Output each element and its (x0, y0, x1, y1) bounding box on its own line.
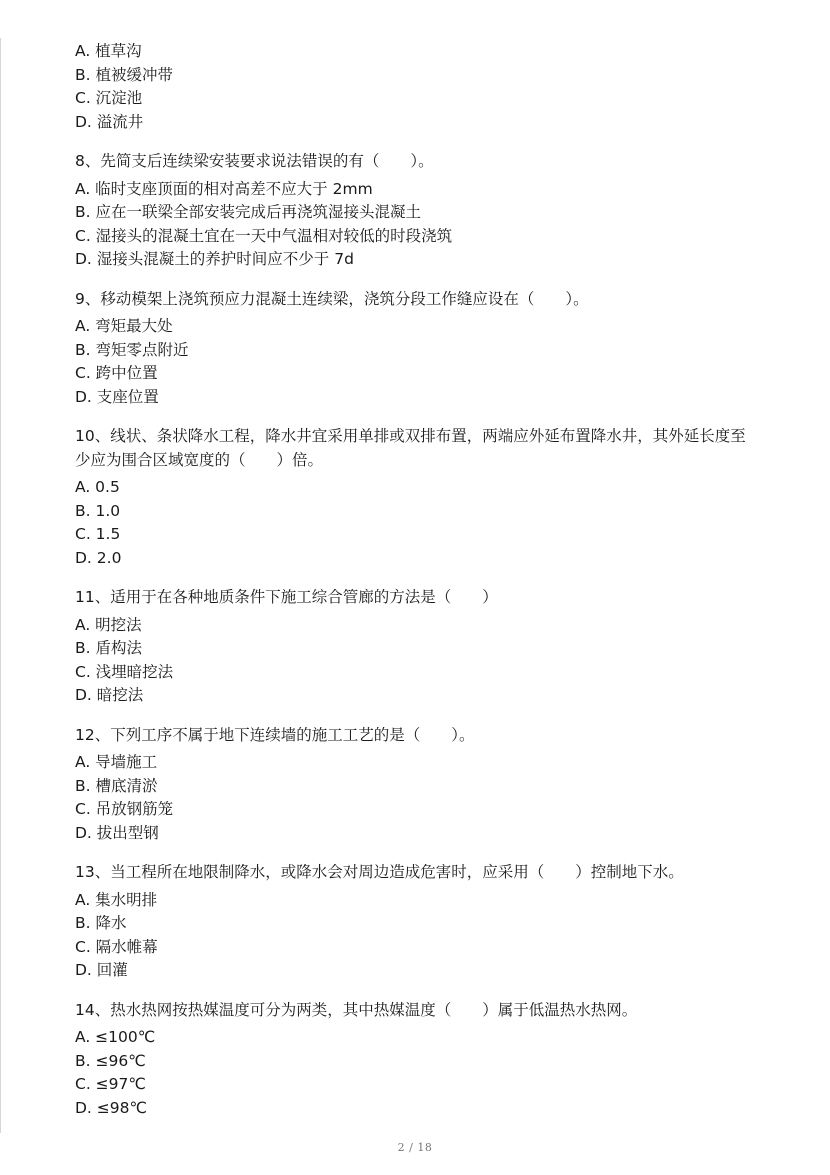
question-13 (75, 861, 755, 983)
option-b: B. 槽底清淤 (75, 776, 158, 795)
question-8 (75, 150, 755, 272)
option-a: A. ≤100℃ (75, 1028, 156, 1046)
question-text: 9、移动模架上浇筑预应力混凝土连续梁，浇筑分段工作缝应设在（ ）。 (75, 289, 589, 308)
option-a: A. 0.5 (75, 478, 120, 496)
option-c: C. 湿接头的混凝土宜在一天中气温相对较低的时段浇筑 (75, 226, 453, 245)
question-14 (75, 999, 755, 1121)
option-d: D. 拔出型钢 (75, 823, 159, 842)
option-d: D. ≤98℃ (75, 1098, 147, 1117)
option-c: C. 浅埋暗挖法 (75, 662, 174, 681)
question-text: 13、当工程所在地限制降水，或降水会对周边造成危害时，应采用（ ）控制地下水。 (75, 863, 684, 881)
page-indicator: 2 / 18 (397, 1141, 433, 1154)
question-7-tail (75, 40, 755, 134)
option-b: B. 盾构法 (75, 639, 142, 657)
option-d: D. 回灌 (75, 961, 128, 979)
option-d: D. 2.0 (75, 548, 122, 567)
option-d: D. 支座位置 (75, 387, 159, 406)
option-d: D. 暗挖法 (75, 686, 144, 704)
question-11 (75, 586, 755, 708)
question-9 (75, 288, 755, 410)
option-a: A. 导墙施工 (75, 753, 158, 771)
option-a: A. 植草沟 (75, 42, 142, 60)
option-b: B. ≤96℃ (75, 1051, 146, 1070)
option-b: B. 1.0 (75, 501, 121, 520)
option-a: A. 临时支座顶面的相对高差不应大于 2mm (75, 179, 373, 198)
question-10 (75, 425, 755, 570)
option-a: A. 明挖法 (75, 615, 142, 634)
option-c: C. ≤97℃ (75, 1075, 146, 1093)
option-c: C. 隔水帷幕 (75, 937, 158, 956)
question-12 (75, 724, 755, 846)
question-text: 11、适用于在各种地质条件下施工综合管廊的方法是（ ） (75, 588, 498, 606)
option-c: C. 跨中位置 (75, 364, 158, 382)
page-left-border (0, 38, 1, 1133)
option-a: A. 弯矩最大处 (75, 317, 173, 335)
option-a: A. 集水明排 (75, 890, 158, 909)
option-c: C. 吊放钢筋笼 (75, 800, 174, 818)
question-text: 12、下列工序不属于地下连续墙的施工工艺的是（ ）。 (75, 725, 475, 744)
option-d: D. 溢流井 (75, 112, 144, 131)
question-text: 8、先简支后连续梁安装要求说法错误的有（ ）。 (75, 152, 434, 170)
option-d: D. 湿接头混凝土的养护时间应不少于 7d (75, 250, 354, 268)
option-b: B. 植被缓冲带 (75, 65, 173, 84)
option-c: C. 1.5 (75, 525, 121, 543)
option-b: B. 降水 (75, 914, 127, 932)
question-text: 10、线状、条状降水工程，降水井宜采用单排或双排布置，两端应外延布置降水井，其外延长度至少应为围合区域宽度的（ ）倍。 (75, 427, 746, 469)
question-text: 14、热水热网按热媒温度可分为两类，其中热媒温度（ ）属于低温热水热网。 (75, 1000, 638, 1019)
option-b: B. 应在一联梁全部安装完成后再浇筑湿接头混凝土 (75, 203, 421, 221)
document-body (75, 40, 755, 1120)
option-c: C. 沉淀池 (75, 89, 143, 107)
option-b: B. 弯矩零点附近 (75, 340, 189, 359)
